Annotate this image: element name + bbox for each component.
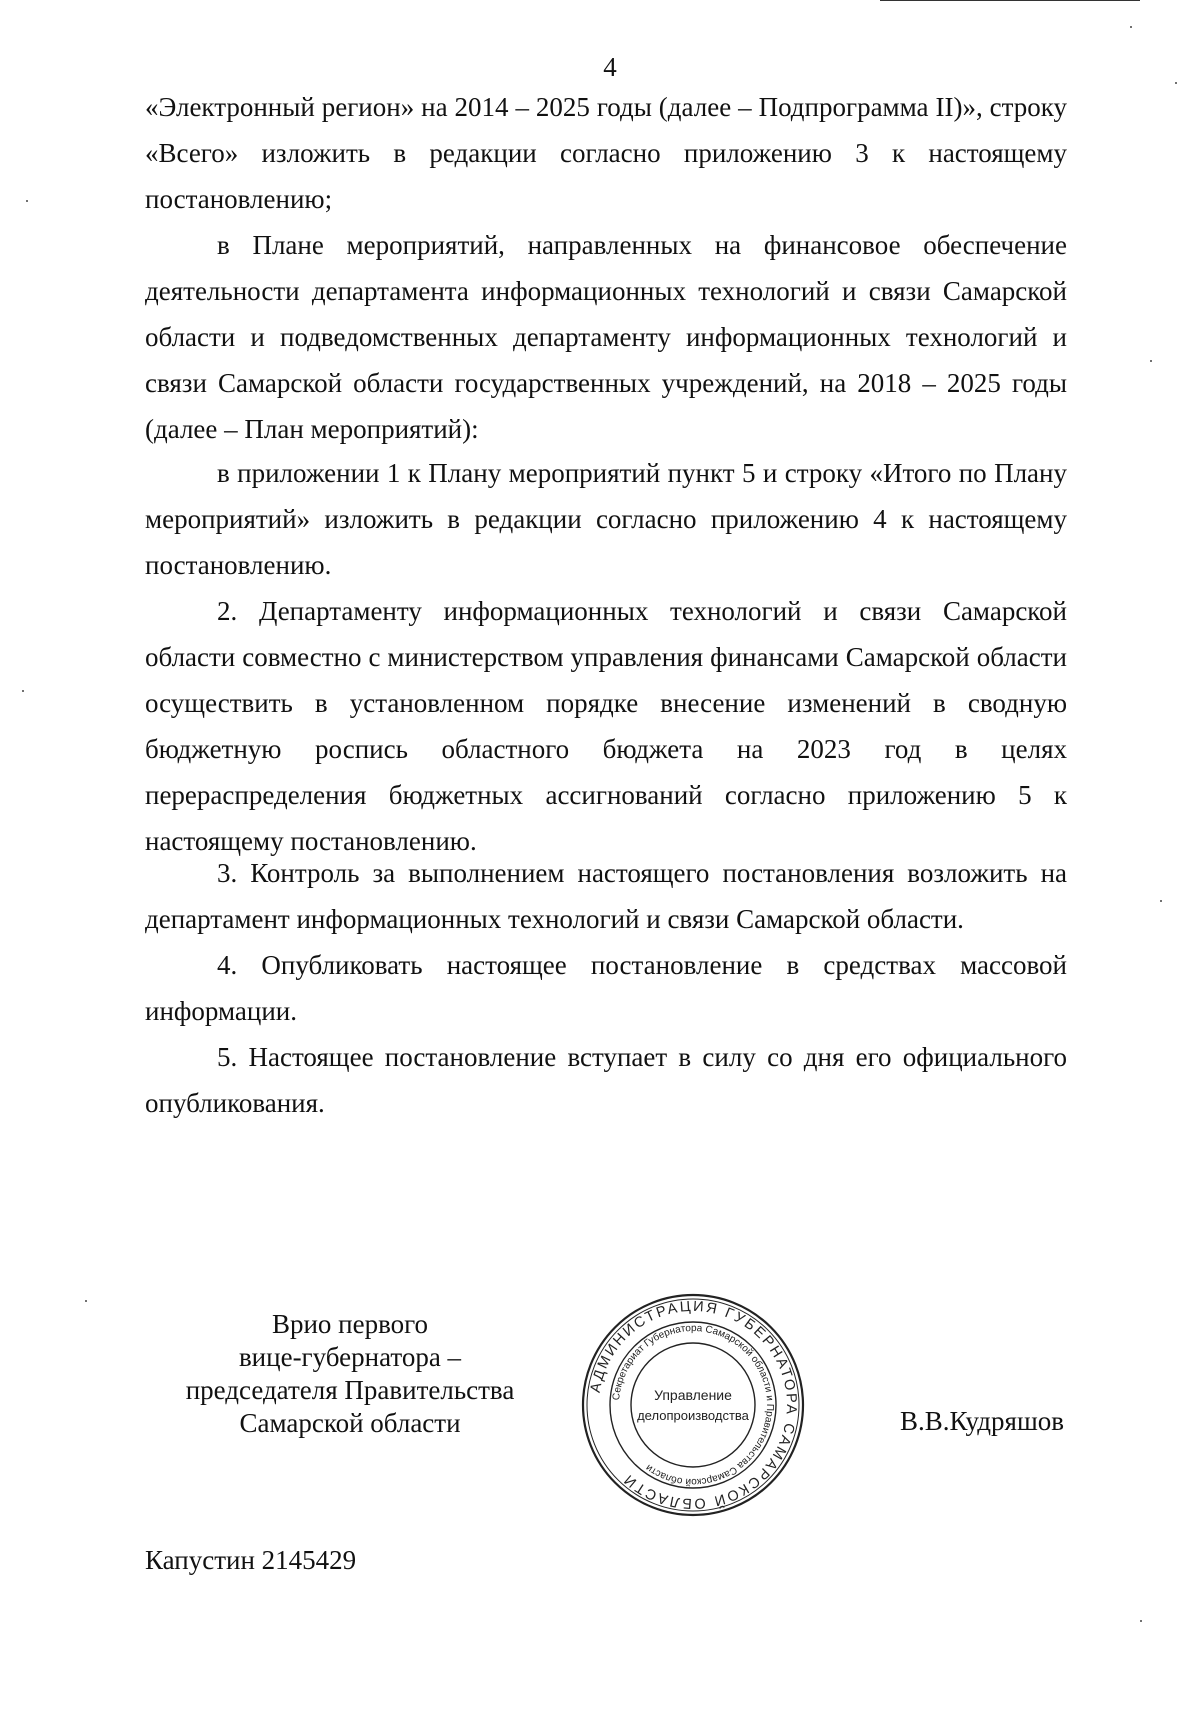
scan-speck: [1150, 360, 1152, 362]
executor-contact: Капустин 2145429: [145, 1545, 357, 1575]
paragraph-item-2: 2. Департаменту информационных технологий и связи Самарской области совместно с министерством управления финансами Самарской области осуществить в установленном порядке внесение изменений в сводную бюджетную роспись областного бюджета на 2023 год в целях перераспределения бюджетных ассигнований согласно приложению 5 к настоящему постановлению.: [145, 596, 1067, 856]
paragraph-continuation: «Электронный регион» на 2014 – 2025 годы (далее – Подпрограмма II)», строку «Всего» изложить в редакции согласно приложению 3 к настоящему постановлению;: [145, 92, 1067, 214]
scan-speck: [1130, 26, 1132, 28]
signatory-title-line: вице-губернатора –: [238, 1342, 462, 1372]
signatory-title-line: Самарской области: [239, 1408, 461, 1438]
seal-center-line-1: Управление: [654, 1387, 732, 1403]
scan-speck: [26, 200, 28, 202]
scan-speck: [1160, 900, 1162, 902]
signatory-title-line: председателя Правительства: [185, 1375, 515, 1405]
paragraph-item-4: 4. Опубликовать настоящее постановление в средствах массовой информации.: [145, 950, 1067, 1026]
seal-graphic: [580, 1292, 806, 1518]
signatory-title-line: Врио первого: [271, 1309, 429, 1339]
scan-speck: [85, 1300, 87, 1302]
seal-inner-text: Секретариат Губернатора Самарской области и Правительства Самарской области: [611, 1322, 776, 1488]
signatory-name: В.В.Кудряшов: [900, 1406, 1064, 1436]
scan-speck: [22, 690, 24, 692]
scan-speck: [1140, 1620, 1142, 1622]
paragraph-action-plan: в Плане мероприятий, направленных на финансовое обеспечение деятельности департамента информационных технологий и связи Самарской области и подведомственных департаменту информационных технологий и связи Самарской области государственных учреждений, на 2018 – 2025 годы (далее – План мероприятий):: [145, 230, 1067, 444]
page-number: 4: [603, 52, 617, 82]
paragraph-appendix-1: в приложении 1 к Плану мероприятий пункт 5 и строку «Итого по Плану мероприятий» изложить в редакции согласно приложению 4 к настоящему постановлению.: [145, 458, 1067, 580]
official-seal: [580, 1292, 806, 1518]
seal-center-line-2: делопроизводства: [637, 1408, 749, 1423]
scan-speck: [1175, 82, 1177, 84]
scan-edge-line: [880, 0, 1140, 1]
paragraph-item-5: 5. Настоящее постановление вступает в силу со дня его официального опубликования.: [145, 1042, 1067, 1118]
signatory-title: [150, 1308, 550, 1440]
svg-text:Секретариат Губернатора Самарс: [611, 1323, 775, 1487]
seal-outer-text: АДМИНИСТРАЦИЯ ГУБЕРНАТОРА САМАРСКОЙ ОБЛАСТИ: [587, 1298, 800, 1512]
paragraph-item-3: 3. Контроль за выполнением настоящего постановления возложить на департамент информационных технологий и связи Самарской области.: [145, 858, 1067, 934]
